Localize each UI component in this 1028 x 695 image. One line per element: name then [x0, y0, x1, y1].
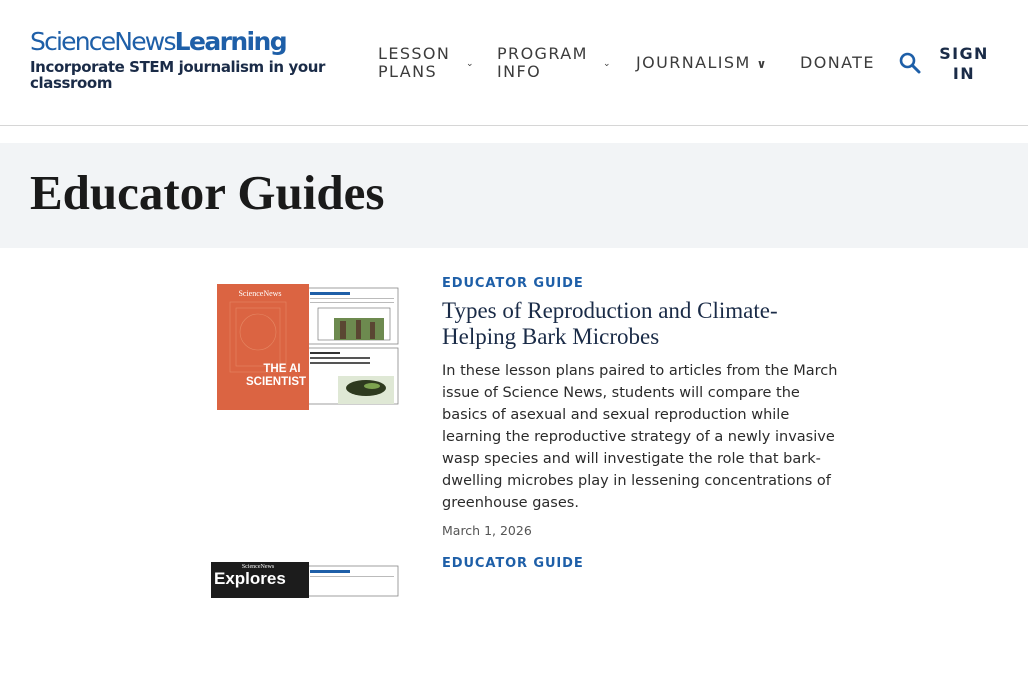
logo-word-learning: Learning [174, 27, 287, 56]
site-logo[interactable] [30, 28, 360, 91]
logo-word-sciencenews: ScienceNews [30, 27, 175, 56]
logo-wordmark [30, 28, 360, 56]
search-icon [897, 50, 923, 76]
article-body [442, 276, 838, 538]
article-title[interactable]: Types of Reproduction and Climate-Helping Bark Microbes [442, 298, 778, 349]
logo-tagline: Incorporate STEM journalism in your classroom [30, 58, 326, 92]
svg-text:SCIENTIST: SCIENTIST [245, 376, 307, 388]
guide-cover-image [210, 280, 405, 415]
page-title-band [0, 143, 1028, 248]
svg-text:THE AI: THE AI [263, 363, 301, 375]
nav-lesson-plans[interactable] [378, 0, 478, 126]
article-description: In these lesson plans paired to articles from the March issue of Science News, students will compare the basics of asexual and sexual reproduction while learning the reproductive strategy of a newly invasive wasp species and will investigate the role that bark-dwelling microbes play in lessening concentrations of greenhouse gases. [442, 363, 838, 511]
article-date: March 1, 2026 [442, 523, 532, 538]
article-thumbnail[interactable] [210, 560, 405, 695]
chevron-down-icon: ⌄ [603, 59, 612, 69]
nav-donate-label: DONATE [800, 53, 875, 72]
svg-text:ScienceNews: ScienceNews [241, 564, 275, 570]
chevron-down-icon: ⌄ [466, 59, 475, 69]
article-body [442, 556, 838, 572]
search-button[interactable] [897, 50, 923, 76]
nav-journalism[interactable] [636, 0, 781, 126]
svg-text:Explores: Explores [214, 569, 286, 588]
nav-program-info-label: PROGRAM INFO [497, 44, 588, 81]
nav-lesson-plans-label: LESSON PLANS [378, 44, 451, 81]
sign-in-button[interactable]: SIGN IN [939, 44, 989, 83]
page-title: Educator Guides [30, 165, 385, 220]
article-category[interactable]: EDUCATOR GUIDE [442, 276, 584, 291]
article-thumbnail[interactable] [210, 280, 405, 415]
guide-cover-image [210, 560, 405, 600]
nav-program-info[interactable] [497, 0, 617, 126]
chevron-down-icon: ∨ [756, 57, 768, 71]
svg-text:ScienceNews: ScienceNews [238, 289, 282, 298]
nav-donate[interactable] [800, 0, 875, 126]
site-header [0, 0, 1028, 126]
article-category[interactable]: EDUCATOR GUIDE [442, 556, 584, 571]
nav-journalism-label: JOURNALISM [636, 53, 751, 72]
